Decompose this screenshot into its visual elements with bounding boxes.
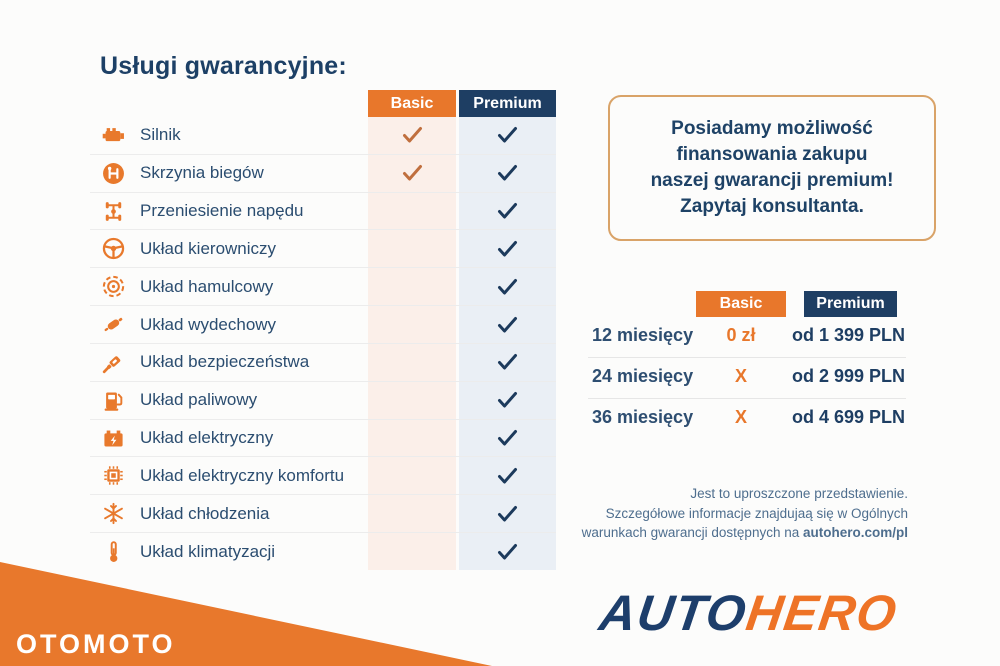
disclaimer-text — [548, 484, 908, 543]
table-row — [90, 306, 556, 344]
period-label: 36 miesięcy — [592, 407, 694, 427]
pricing-premium-header: Premium — [804, 291, 897, 317]
table-row — [90, 230, 556, 268]
warranty-table — [90, 90, 556, 570]
premium-check-icon — [459, 230, 556, 267]
table-row — [90, 117, 556, 155]
basic-check-icon — [368, 117, 456, 154]
period-label: 12 miesięcy — [592, 325, 694, 345]
row-label: Układ kierowniczy — [140, 238, 277, 258]
row-label: Układ klimatyzacji — [140, 541, 276, 561]
table-row — [90, 382, 556, 420]
table-row — [90, 193, 556, 231]
engine-icon — [101, 123, 126, 148]
premium-check-icon — [459, 306, 556, 343]
drivetrain-icon — [101, 199, 126, 224]
chip-icon — [101, 463, 126, 488]
promo-line: naszej gwarancji premium! — [650, 170, 894, 191]
table-row — [90, 457, 556, 495]
row-label: Skrzynia biegów — [140, 163, 264, 183]
premium-check-icon — [459, 420, 556, 457]
premium-check-icon — [459, 117, 556, 154]
snowflake-icon — [101, 501, 126, 526]
table-row — [90, 420, 556, 458]
row-divider — [588, 357, 906, 358]
row-label: Układ hamulcowy — [140, 276, 274, 296]
premium-check-icon — [459, 268, 556, 305]
premium-check-icon — [459, 155, 556, 192]
row-label: Przeniesienie napędu — [140, 201, 304, 221]
financing-promo-box — [608, 95, 936, 241]
premium-check-icon — [459, 193, 556, 230]
basic-check-icon — [368, 155, 456, 192]
promo-line: Zapytaj konsultanta. — [680, 196, 864, 218]
premium-column-header: Premium — [459, 90, 556, 117]
thermometer-icon — [101, 539, 126, 564]
row-label: Układ wydechowy — [140, 314, 277, 334]
table-row — [90, 344, 556, 382]
seatbelt-icon — [101, 350, 126, 375]
warranty-rows — [90, 117, 556, 570]
row-label: Silnik — [140, 125, 181, 145]
exhaust-icon — [101, 312, 126, 337]
premium-check-icon — [459, 495, 556, 532]
row-label: Układ chłodzenia — [140, 503, 270, 523]
autohero-url: autohero.com/pl — [802, 525, 908, 541]
row-divider — [588, 398, 906, 399]
promo-line: Posiadamy możliwość — [671, 117, 873, 139]
autohero-logo-auto: AUTO — [596, 585, 751, 641]
pricing-basic-header: Basic — [696, 291, 786, 317]
otomoto-logo: OTOMOTO — [16, 629, 176, 659]
row-label: Układ elektryczny komfortu — [140, 465, 345, 485]
basic-price: X — [734, 407, 747, 427]
steering-wheel-icon — [101, 236, 126, 261]
premium-check-icon — [459, 533, 556, 570]
battery-icon — [101, 426, 126, 451]
row-label: Układ bezpieczeństwa — [140, 352, 310, 372]
premium-price: od 2 999 PLN — [791, 366, 905, 386]
table-row — [90, 495, 556, 533]
row-label: Układ elektryczny — [140, 428, 274, 448]
basic-column-header: Basic — [368, 90, 456, 117]
row-label: Układ paliwowy — [140, 390, 258, 410]
disclaimer-line: Szczegółowe informacje znajdujaą się w Ogólnych — [605, 505, 908, 521]
premium-check-icon — [459, 382, 556, 419]
disclaimer-line: Jest to uproszczone przedstawienie. — [690, 486, 908, 501]
basic-price: 0 zł — [726, 325, 756, 345]
premium-price: od 4 699 PLN — [791, 407, 905, 427]
autohero-logo — [596, 584, 901, 642]
table-row — [90, 155, 556, 193]
disclaimer-line: warunkach gwarancji dostępnych na autohero.com/pl — [581, 525, 908, 541]
premium-check-icon — [459, 457, 556, 494]
page-title: Usługi gwarancyjne: — [100, 52, 347, 80]
brake-disc-icon — [101, 274, 126, 299]
fuel-pump-icon — [101, 388, 126, 413]
table-row — [90, 268, 556, 306]
table-row — [90, 533, 556, 570]
autohero-logo-hero: HERO — [742, 585, 902, 641]
period-label: 24 miesięcy — [592, 366, 694, 386]
premium-check-icon — [459, 344, 556, 381]
gearbox-icon — [101, 161, 126, 186]
promo-line: finansowania zakupu — [676, 143, 868, 165]
basic-price: X — [734, 366, 747, 386]
premium-price: od 1 399 PLN — [791, 325, 905, 345]
